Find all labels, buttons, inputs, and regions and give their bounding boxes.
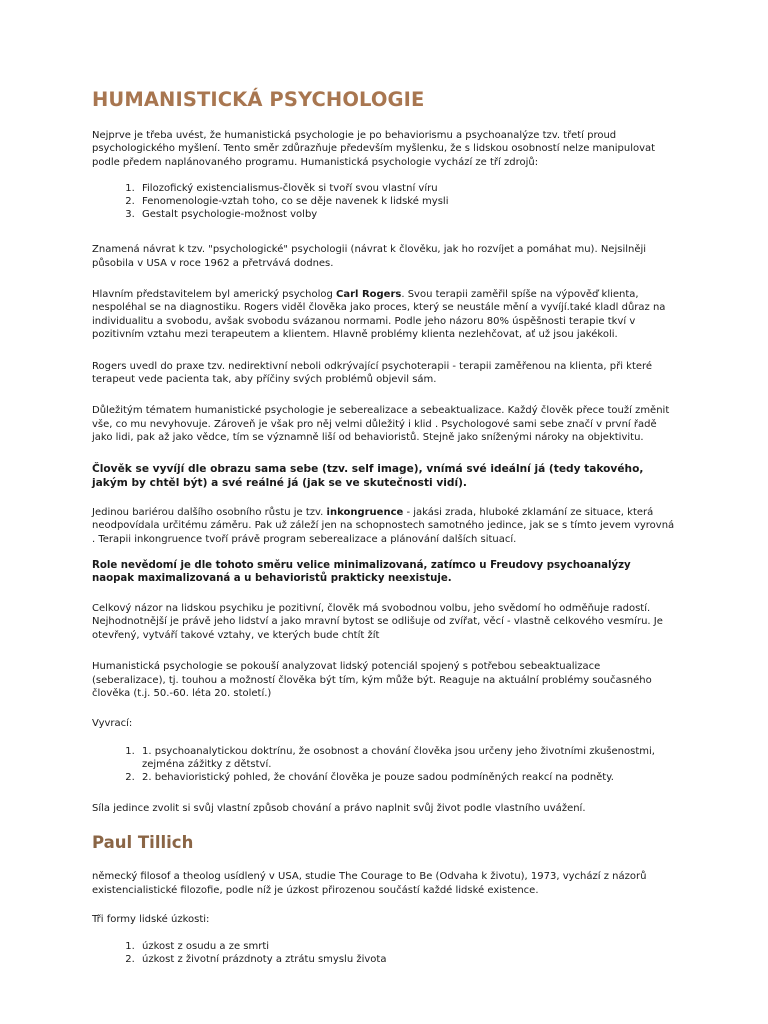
unconscious-paragraph: Role nevědomí je dle tohoto směru velice minimalizovaná, zatímco u Freudovy psychoanalýzy naopak maximalizovaná a u behavioristů prakticky neexistuje. (92, 559, 631, 585)
view-paragraph: Celkový názor na lidskou psychiku je pozitivní, člověk má svobodnou volbu, jeho svědomí ho odměňuje radostí. Nejhodnotnější je právě jeho lidství a jako mravní bytost se odlišuje od zvířat, věcí - vlastně celkového vesmíru. Je otevřený, vytváří takové vztahy, ve kterých bude chtít žít (92, 602, 663, 641)
forms-label: Tři formy lidské úzkosti: (92, 913, 210, 925)
return-paragraph: Znamená návrat k tzv. "psychologické" psychologii (návrat k člověku, jak ho rozvíjet a pomáhat mu). Nejsilněji působila v USA v roce 1962 a přetrvává dodnes. (92, 244, 647, 269)
self-image-paragraph: Člověk se vyvíjí dle obrazu sama sebe (tzv. self image), vnímá své ideální já (tedy takového, jakým by chtěl být) a své reálné já (jak se ve skutečnosti vidí). (92, 462, 644, 489)
list-item: 2. 2. behavioristický pohled, že chování člověka je pouze sadou podmíněných reakcí na podněty. (138, 771, 676, 784)
incongruence-text-after: - jakási zrada, hluboké zklamání ze situace, která neodpovídala určitému záměru. Pak už záleží jen na schopnostech samotného jedince, jak se s tímto jevem vyrovná . Terapii inkongruence tvoří právě program seberealizace a plánování dalších situací. (92, 506, 675, 545)
forms-list (92, 940, 676, 966)
sources-list (92, 182, 676, 221)
list-item: 3. Gestalt psychologie-možnost volby (138, 208, 676, 221)
section-heading-tillich: Paul Tillich (92, 833, 194, 853)
rogers-name: Carl Rogers (336, 289, 402, 301)
list-item: 1. Filozofický existencialismus-člověk si tvoří svou vlastní víru (138, 182, 676, 195)
rogers-text-before: Hlavním představitelem byl americký psycholog (92, 289, 337, 301)
incongruence-paragraph (92, 506, 676, 546)
list-item: 2. Fenomenologie-vztah toho, co se děje navenek k lidské mysli (138, 195, 676, 208)
rogers-text-after: . Svou terapii zaměřil spíše na výpověď klienta, nespoléhal se na diagnostiku. Rogers viděl člověka jako proces, který se neustále mění a vyvíjí.také kladl důraz na individualitu a svobodu, avšak svobodu svázanou normami. Podle jeho názoru 80% úspěšnosti terapie tkví v pozitivním vztahu mezi terapeutem a klientem. Hlavně problémy klienta nezlehčovat, ať už jsou jakékoli. (92, 289, 666, 341)
list-item: 1. 1. psychoanalytickou doktrínu, že osobnost a chování člověka jsou určeny jeho životními zkušenostmi, zejména zážitky z dětství. (138, 745, 676, 771)
refutes-label: Vyvrací: (92, 718, 133, 730)
incongruence-text-before: Jedinou bariérou dalšího osobního růstu je tzv. (92, 506, 327, 518)
page-title: HUMANISTICKÁ PSYCHOLOGIE (92, 88, 425, 111)
therapy-paragraph: Rogers uvedl do praxe tzv. nedirektivní neboli odkrývající psychoterapii - terapii zaměřenou na klienta, při které terapeut vede pacienta tak, aby příčiny svých problémů objevil sám. (92, 360, 653, 386)
rogers-paragraph (92, 288, 676, 342)
list-item: 1. úzkost z osudu a ze smrti (138, 940, 676, 953)
tillich-paragraph: německý filosof a theolog usídlený v USA, studie The Courage to Be (Odvaha k životu), 1973, vychází z názorů existencialistické filozofie, podle níž je úzkost přirozenou součástí každé lidské existence. (92, 871, 647, 896)
list-item: 2. úzkost z životní prázdnoty a ztrátu smyslu života (138, 953, 676, 966)
incongruence-term: inkongruence (326, 506, 404, 518)
theme-paragraph: Důležitým tématem humanistické psychologie je seberealizace a sebeaktualizace. Každý člověk přece touží změnit vše, co mu nevyhovuje. Zároveň je však pro něj velmi důležitý i klid . Psychologové sami sebe značí v první řadě jako lidi, pak až jako vědce, tím se významně liší od behavioristů. Stejně jako sníženými nároky na objektivitu. (92, 405, 670, 444)
strength-paragraph: Síla jedince zvolit si svůj vlastní způsob chování a právo naplnit svůj život podle vlastního uvážení. (92, 802, 586, 814)
potential-paragraph: Humanistická psychologie se pokouší analyzovat lidský potenciál spojený s potřebou sebeaktualizace (seberalizace), tj. touhou a možností člověka být tím, kým může být. Reaguje na aktuální problémy současného člověka (t.j. 50.-60. léta 20. století.) (92, 661, 652, 699)
refutes-list (92, 745, 676, 784)
intro-paragraph: Nejprve je třeba uvést, že humanistická psychologie je po behaviorismu a psychoanalýze tzv. třetí proud psychologického myšlení. Tento směr zdůrazňuje především myšlenku, že s lidskou osobností nelze manipulovat podle předem naplánovaného programu. Humanistická psychologie vychází ze tří zdrojů: (92, 130, 656, 168)
